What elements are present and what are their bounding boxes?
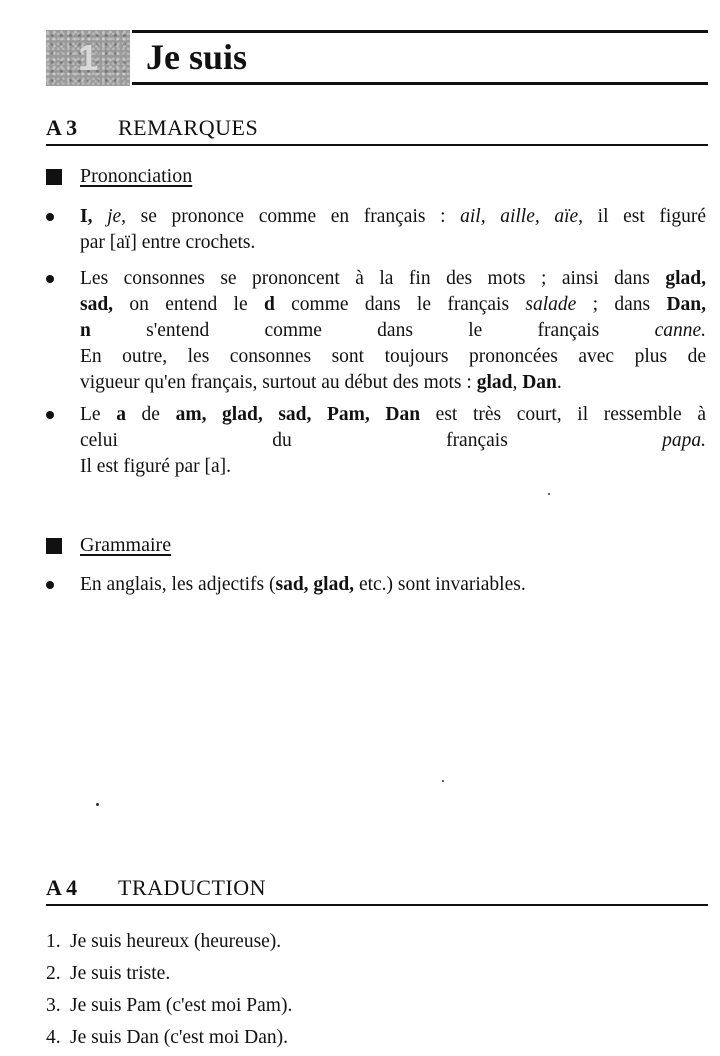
section-title: TRADUCTION (118, 875, 266, 900)
subsection-label: Prononciation (80, 165, 193, 187)
section-heading-traduction (46, 874, 708, 906)
section-title: REMARQUES (118, 115, 259, 140)
text-run: Il est figuré par [a]. (80, 456, 232, 477)
bold-term: glad (476, 372, 513, 393)
bold-term: I, (80, 206, 108, 227)
list-item (46, 266, 708, 396)
bullet-text (80, 266, 706, 396)
text-run: il est figuré (583, 206, 706, 227)
bold-term: a (116, 404, 126, 425)
bold-term: Dan, (666, 294, 706, 315)
bold-term: sad, (80, 294, 114, 315)
text-line (80, 318, 706, 344)
text-run: on entend le (113, 294, 264, 315)
italic-term: papa. (662, 430, 706, 451)
italic-term: ail, aille, aïe, (460, 206, 584, 227)
chapter-number-badge (46, 30, 130, 86)
chapter-header (46, 30, 708, 86)
item-text: Je suis Dan (c'est moi Dan). (70, 1027, 288, 1048)
section-code: A 4 (46, 875, 78, 900)
bold-term: n (80, 320, 91, 341)
list-item (46, 572, 708, 598)
text-run: , (512, 372, 523, 393)
text-run: Le (80, 404, 117, 425)
text-run: de (125, 404, 176, 425)
bullet-dot-icon (46, 213, 54, 221)
section-code: A 3 (46, 115, 78, 140)
translation-list (46, 926, 708, 1054)
text-line (80, 428, 706, 454)
list-item (46, 402, 708, 480)
item-number: 4. (46, 1027, 61, 1048)
italic-term: salade (525, 294, 577, 315)
bullet-text (80, 204, 706, 256)
bullet-dot-icon (46, 275, 54, 283)
text-line (80, 230, 706, 256)
list-item (46, 926, 708, 958)
text-line (80, 370, 706, 396)
text-line (80, 344, 706, 370)
text-run: comme dans le français (274, 294, 526, 315)
bold-term: Dan (522, 372, 557, 393)
text-line (80, 204, 706, 230)
text-run: ; dans (576, 294, 667, 315)
bold-term: glad, (665, 268, 706, 289)
text-line (80, 572, 706, 598)
subsection-label: Grammaire (80, 534, 172, 556)
italic-term: canne. (654, 320, 706, 341)
list-item (46, 204, 708, 256)
section-heading-remarques (46, 114, 708, 146)
text-line (80, 292, 706, 318)
bullet-text (80, 572, 706, 598)
list-item (46, 990, 708, 1022)
text-line (80, 402, 706, 428)
text-run: En anglais, les adjectifs ( (80, 574, 276, 595)
bold-term: d (263, 294, 275, 315)
text-run: par [aï] entre crochets. (80, 232, 256, 253)
text-line (80, 266, 706, 292)
text-run: . (556, 372, 562, 393)
text-run: vigueur qu'en français, surtout au début des mots : (80, 372, 477, 393)
item-number: 3. (46, 995, 61, 1016)
scan-speck (96, 803, 99, 806)
list-item (46, 958, 708, 990)
item-number: 2. (46, 963, 61, 984)
scan-speck (548, 493, 550, 495)
text-run: En outre, les consonnes sont toujours prononcées avec plus de (80, 346, 706, 367)
text-run: celui du français (80, 430, 663, 451)
item-text: Je suis triste. (70, 963, 171, 984)
italic-term: je, (107, 206, 127, 227)
item-text: Je suis Pam (c'est moi Pam). (70, 995, 293, 1016)
text-run: s'entend comme dans le français (90, 320, 655, 341)
list-item (46, 1022, 708, 1054)
chapter-title: Je suis (146, 37, 248, 77)
square-bullet-icon (46, 169, 62, 185)
bullet-dot-icon (46, 411, 54, 419)
text-run: Les consonnes se prononcent à la fin des mots ; ainsi dans (80, 268, 666, 289)
scan-speck (442, 780, 444, 782)
bullet-text (80, 402, 706, 480)
text-run: etc.) sont invariables. (354, 574, 526, 595)
bold-term: am, glad, sad, Pam, Dan (175, 404, 421, 425)
item-text: Je suis heureux (heureuse). (70, 931, 282, 952)
item-number: 1. (46, 931, 61, 952)
text-run: est très court, il ressemble à (420, 404, 706, 425)
chapter-number: 1 (77, 37, 99, 78)
text-line (80, 454, 706, 480)
header-rule-bottom (132, 82, 708, 85)
header-rule-top (132, 30, 708, 33)
text-run: se prononce comme en français : (126, 206, 461, 227)
square-bullet-icon (46, 538, 62, 554)
bold-term: sad, glad, (275, 574, 355, 595)
bullet-dot-icon (46, 581, 54, 589)
